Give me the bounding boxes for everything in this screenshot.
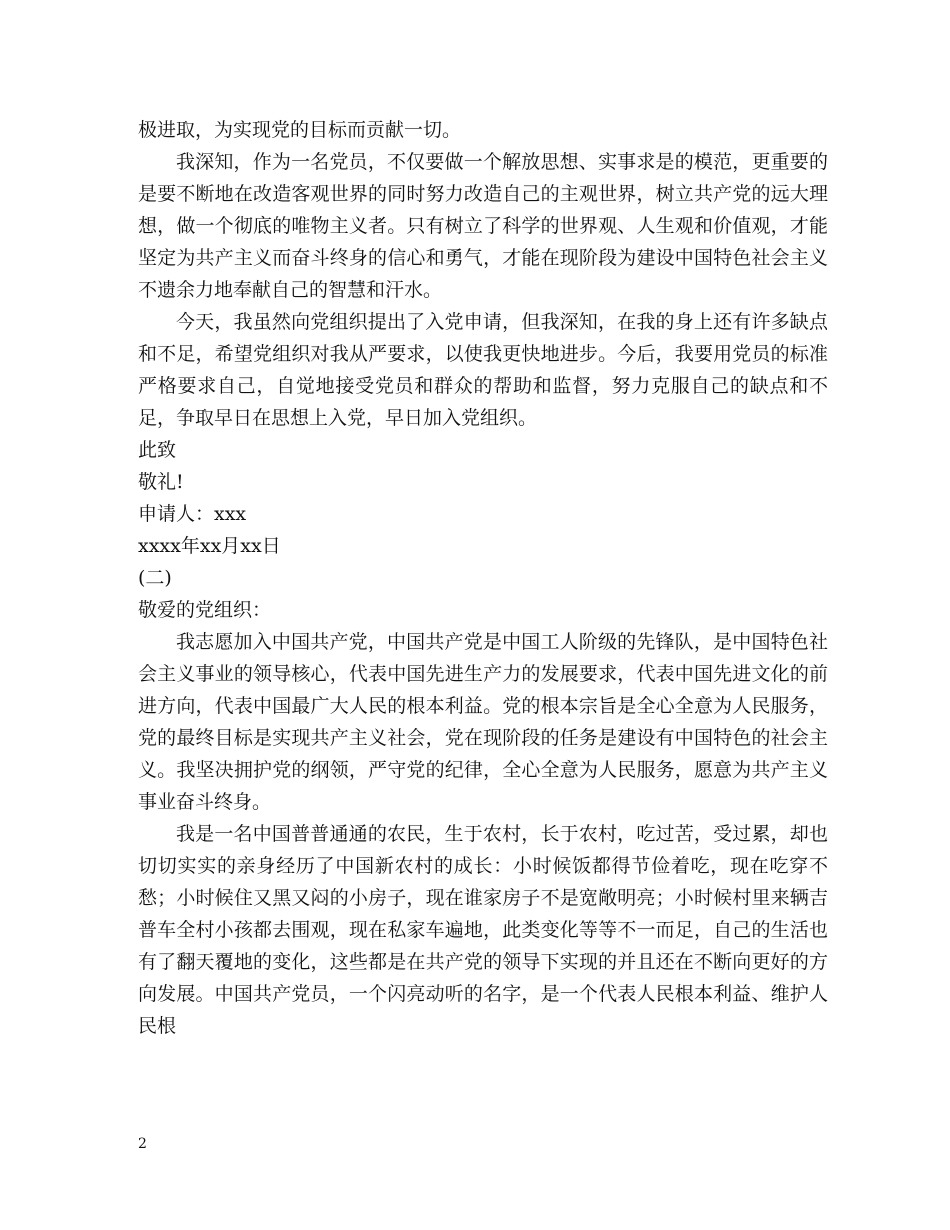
page-number: 2 <box>138 1136 147 1152</box>
date-line: xxxx年xx月xx日 <box>138 535 281 557</box>
closing-regards: 敬礼! <box>138 471 184 493</box>
section-heading-two: (二) <box>138 567 172 589</box>
applicant-line: 申请人：xxx <box>138 503 247 525</box>
paragraph-continuation: 极进取，为实现党的目标而贡献一切。 <box>138 119 462 141</box>
closing-salutation: 此致 <box>138 439 177 461</box>
document-body <box>138 114 828 1042</box>
paragraph-volunteer-to-join: 我志愿加入中国共产党，中国共产党是中国工人阶级的先锋队，是中国特色社会主义事业的领导核心，代表中国先进生产力的发展要求，代表中国先进文化的前进方向，代表中国最广大人民的根本利益。党的根本宗旨是全心全意为人民服务，党的最终目标是实现共产主义社会，党在现阶段的任务是建设有中国特色的社会主义。我坚决拥护党的纲领，严守党的纪律，全心全意为人民服务，愿意为共产主义事业奋斗终身。 <box>138 631 828 813</box>
greeting-line: 敬爱的党组织： <box>138 599 272 621</box>
paragraph-personal-background: 我是一名中国普普通通的农民，生于农村，长于农村，吃过苦，受过累，却也切切实实的亲身经历了中国新农村的成长：小时候饭都得节俭着吃，现在吃穿不愁；小时候住又黑又闷的小房子，现在谁家房子不是宽敞明亮；小时候村里来辆吉普车全村小孩都去围观，现在私家车遍地，此类变化等等不一而足，自己的生活也有了翻天覆地的变化，这些都是在共产党的领导下实现的并且还在不断向更好的方向发展。中国共产党员，一个闪亮动听的名字，是一个代表人民根本利益、维护人民根 <box>138 823 828 1037</box>
paragraph-application-commitment: 今天，我虽然向党组织提出了入党申请，但我深知，在我的身上还有许多缺点和不足，希望党组织对我从严要求，以使我更快地进步。今后，我要用党员的标准严格要求自己，自觉地接受党员和群众的帮助和监督，努力克服自己的缺点和不足，争取早日在思想上入党，早日加入党组织。 <box>138 311 828 429</box>
paragraph-party-member-understanding: 我深知，作为一名党员，不仅要做一个解放思想、实事求是的模范，更重要的是要不断地在改造客观世界的同时努力改造自己的主观世界，树立共产党的远大理想，做一个彻底的唯物主义者。只有树立了科学的世界观、人生观和价值观，才能坚定为共产主义而奋斗终身的信心和勇气，才能在现阶段为建设中国特色社会主义不遗余力地奉献自己的智慧和汗水。 <box>138 151 828 301</box>
